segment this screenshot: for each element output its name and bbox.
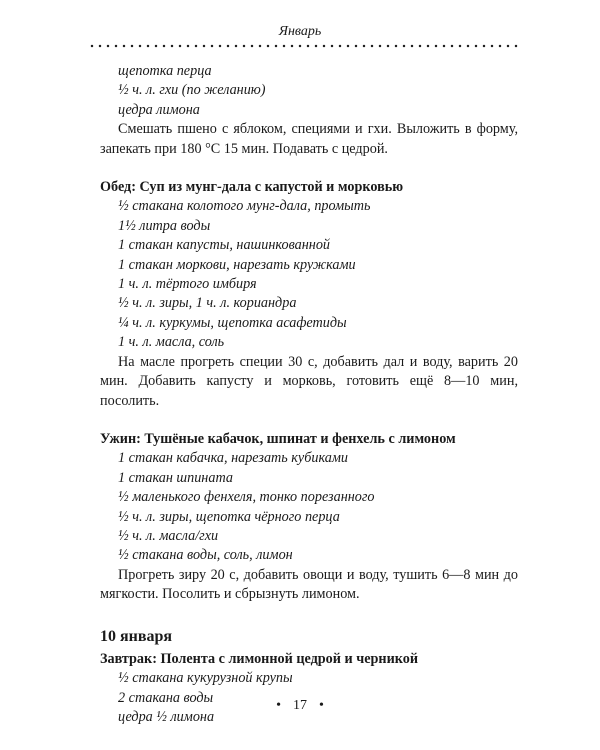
- method-paragraph: На масле прогреть специи 30 с, добавить дал и воду, варить 20 мин. Добавить капусту и морковь, готовить ещё 8—10 мин, посолить.: [100, 353, 518, 409]
- method-paragraph: Смешать пшено с яблоком, специями и гхи. Выложить в форму, запекать при 180 °С 15 мин. Подавать с цедрой.: [100, 121, 518, 157]
- day-heading: 10 января: [100, 627, 173, 645]
- ingredient-item: 1 ч. л. тёртого имбиря: [118, 276, 257, 293]
- meal-title-lunch: Обед: Суп из мунг-дала с капустой и морковью: [100, 179, 404, 196]
- ingredient-item: ½ маленького фенхеля, тонко порезанного: [118, 489, 375, 506]
- meal-title-dinner: Ужин: Тушёные кабачок, шпинат и фенхель с лимоном: [100, 430, 456, 447]
- ingredient-list: [100, 449, 518, 565]
- footer-bullet-right: •: [319, 698, 324, 713]
- ingredient-item: ½ ч. л. зиры, 1 ч. л. кориандра: [118, 295, 297, 312]
- ingredient-item: цедра ½ лимона: [118, 709, 215, 726]
- ingredient-item: 1 стакан капусты, нашинкованной: [118, 237, 331, 254]
- dotted-divider: [88, 44, 520, 48]
- ingredient-item: цедра лимона: [118, 101, 200, 118]
- ingredient-item: 1 стакан шпината: [118, 469, 233, 486]
- ingredient-item: 1½ литра воды: [118, 217, 211, 234]
- ingredient-item: ½ стакана колотого мунг-дала, промыть: [118, 198, 371, 215]
- ingredient-item: 1 стакан моркови, нарезать кружками: [118, 256, 356, 273]
- ingredient-item: 2 стакана воды: [118, 689, 214, 706]
- ingredient-item: щепотка перца: [118, 63, 212, 79]
- page-footer: [0, 698, 600, 714]
- method-paragraph: Прогреть зиру 20 с, добавить овощи и воду, тушить 6—8 мин до мягкости. Посолить и сбрызнуть лимоном.: [100, 566, 518, 603]
- ingredient-item: ½ ч. л. гхи (по желанию): [118, 82, 266, 99]
- ingredient-item: 1 стакан кабачка, нарезать кубиками: [118, 450, 348, 467]
- ingredient-item: ½ ч. л. масла/гхи: [118, 527, 219, 544]
- ingredient-item: ½ стакана воды, соль, лимон: [118, 547, 293, 564]
- ingredient-item: ¼ ч. л. куркумы, щепотка асафетиды: [118, 314, 347, 331]
- ingredient-item: 1 ч. л. масла, соль: [118, 334, 225, 351]
- page-content: [100, 62, 518, 728]
- meal-title-breakfast: Завтрак: Полента с лимонной цедрой и черникой: [100, 650, 419, 667]
- ingredient-item: ½ стакана кукурузной крупы: [118, 670, 293, 687]
- footer-bullet-left: •: [276, 698, 281, 713]
- ingredient-list: [100, 62, 518, 120]
- ingredient-item: ½ ч. л. зиры, щепотка чёрного перца: [118, 508, 340, 525]
- ingredient-list: [100, 197, 518, 352]
- running-header: Январь: [278, 24, 322, 39]
- page-number: 17: [293, 698, 307, 713]
